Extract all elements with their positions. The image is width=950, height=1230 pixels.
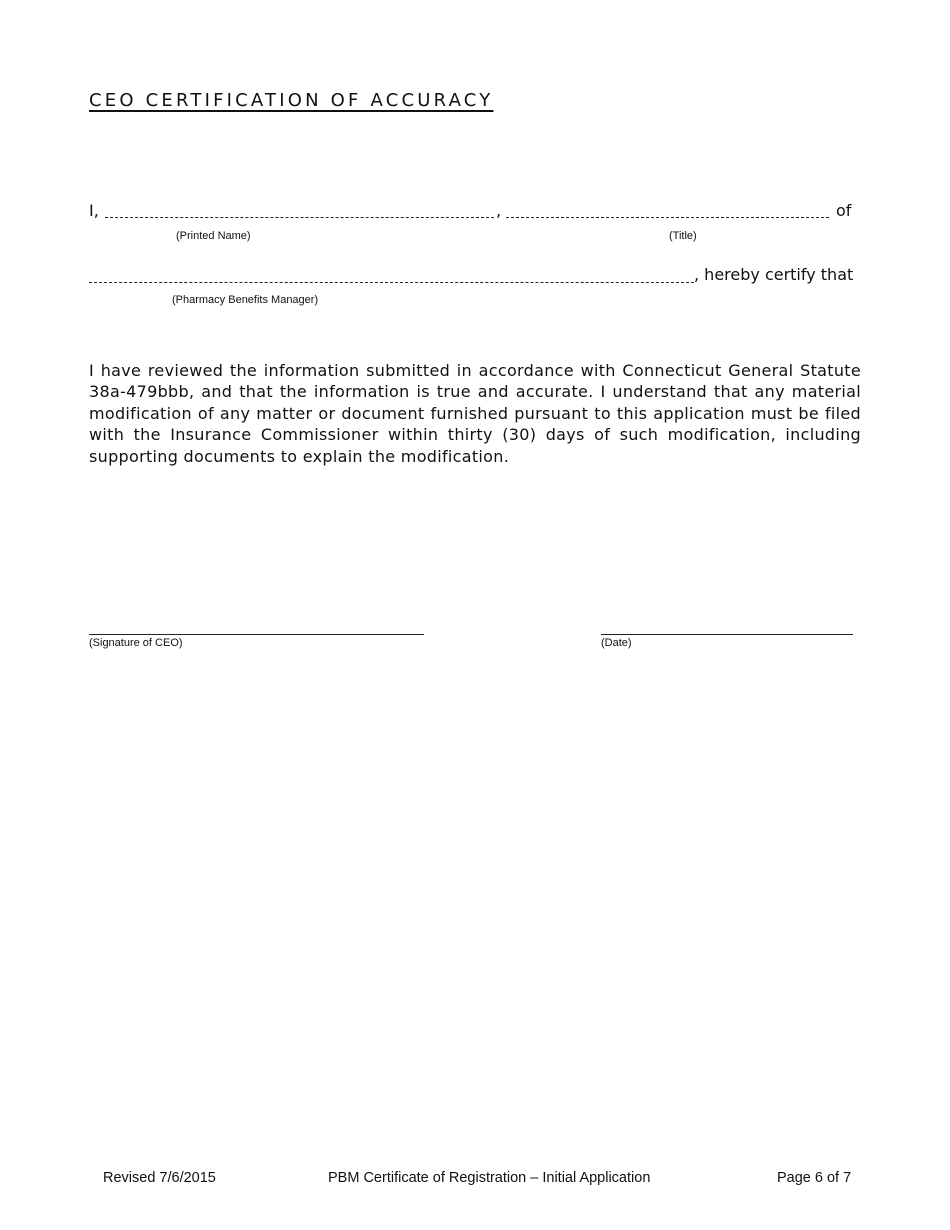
title-blank[interactable] <box>506 203 829 218</box>
printed-name-blank[interactable] <box>105 203 494 218</box>
line1-prefix: I, <box>89 201 99 220</box>
footer-revised: Revised 7/6/2015 <box>103 1170 216 1186</box>
line1-separator: , <box>496 201 502 220</box>
line1-suffix: of <box>836 201 852 220</box>
ceo-signature-caption: (Signature of CEO) <box>89 637 183 649</box>
footer-page-number: Page 6 of 7 <box>777 1170 852 1186</box>
page-title: CEO CERTIFICATION OF ACCURACY <box>89 90 494 111</box>
footer-document-title: PBM Certificate of Registration – Initial Application <box>328 1170 651 1186</box>
date-caption: (Date) <box>601 637 632 649</box>
pbm-caption: (Pharmacy Benefits Manager) <box>172 294 319 306</box>
certification-line-1 <box>89 201 99 221</box>
date-line[interactable] <box>601 634 853 635</box>
ceo-signature-line[interactable] <box>89 634 424 635</box>
certification-statement: I have reviewed the information submitted in accordance with Connecticut General Statute 38a-479bbb, and that the information is true and accurate. I understand that any material modification of any matter or document furnished pursuant to this application must be filed with the Insurance Commissioner within thirty (30) days of such modification, including supporting documents to explain the modification. <box>89 361 861 466</box>
line2-suffix: , hereby certify that <box>694 265 854 284</box>
title-caption: (Title) <box>669 230 697 242</box>
printed-name-caption: (Printed Name) <box>176 230 251 242</box>
pbm-name-blank[interactable] <box>89 268 694 283</box>
